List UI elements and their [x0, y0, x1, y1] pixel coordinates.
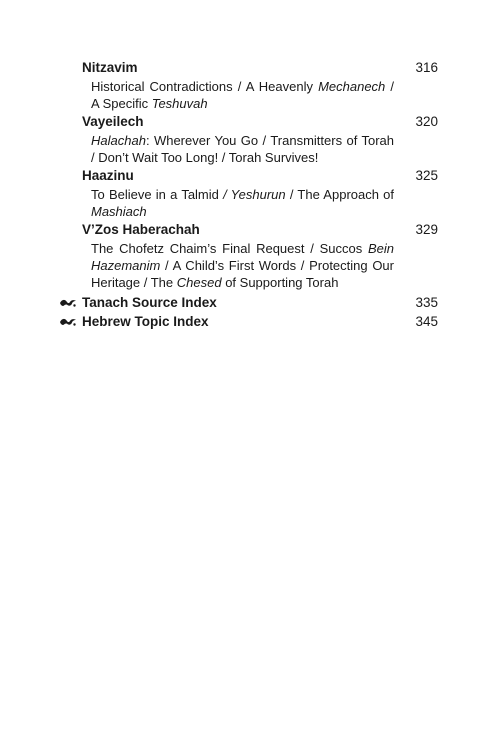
entry-page-number: 329 [415, 222, 438, 237]
entry-page-number: 325 [415, 168, 438, 183]
desc-text-italic: Bein Hazemanim [91, 241, 394, 273]
desc-text: / The Approach of [285, 187, 395, 202]
table-of-contents [0, 58, 500, 331]
index-title: Hebrew Topic Index [82, 314, 209, 329]
entry-page-number: 320 [415, 114, 438, 129]
desc-text: / A Child’s First Words / Protecting Our Heritage / The [91, 258, 394, 290]
desc-text: : Wherever You Go / Transmitters of Torah / Don’t Wait Too Long! / Torah Survives! [91, 133, 394, 165]
toc-entry-header [0, 58, 500, 77]
desc-text: / A Specific [91, 79, 395, 111]
toc-entry-vzos-haberachah [0, 220, 500, 291]
desc-text: Historical Contradictions / A Heavenly [91, 79, 319, 94]
index-section [0, 293, 500, 331]
desc-text: of Supporting Torah [221, 275, 339, 290]
toc-entry-header [0, 166, 500, 185]
entry-description [91, 131, 394, 166]
index-page-number: 345 [415, 314, 438, 329]
desc-text-italic: Teshuvah [151, 96, 208, 111]
desc-text: To Believe in a Talmid [91, 187, 224, 202]
fleuron-icon [59, 297, 77, 309]
desc-text-italic: / Yeshurun [223, 187, 286, 202]
entry-page-number: 316 [415, 60, 438, 75]
index-page-number: 335 [415, 295, 438, 310]
toc-entry-header [0, 112, 500, 131]
entry-description [91, 239, 394, 291]
toc-entry-nitzavim [0, 58, 500, 112]
fleuron-icon [59, 316, 77, 328]
entry-title: Nitzavim [82, 60, 138, 75]
desc-text-italic: Mechanech [318, 79, 386, 94]
toc-entry-vayeilech [0, 112, 500, 166]
entry-title: V’Zos Haberachah [82, 222, 200, 237]
desc-text-italic: Halachah [91, 133, 146, 148]
toc-entry-haazinu [0, 166, 500, 220]
entry-title: Vayeilech [82, 114, 144, 129]
index-entry-hebrew-topic [0, 312, 500, 331]
index-title: Tanach Source Index [82, 295, 217, 310]
desc-text: The Chofetz Chaim’s Final Request / Succos [91, 241, 368, 256]
desc-text-italic: Mashiach [91, 204, 147, 219]
index-entry-tanach-source [0, 293, 500, 312]
entry-description [91, 77, 394, 112]
desc-text-italic: Chesed [176, 275, 222, 290]
toc-entry-header [0, 220, 500, 239]
entry-description [91, 185, 394, 220]
entry-title: Haazinu [82, 168, 134, 183]
